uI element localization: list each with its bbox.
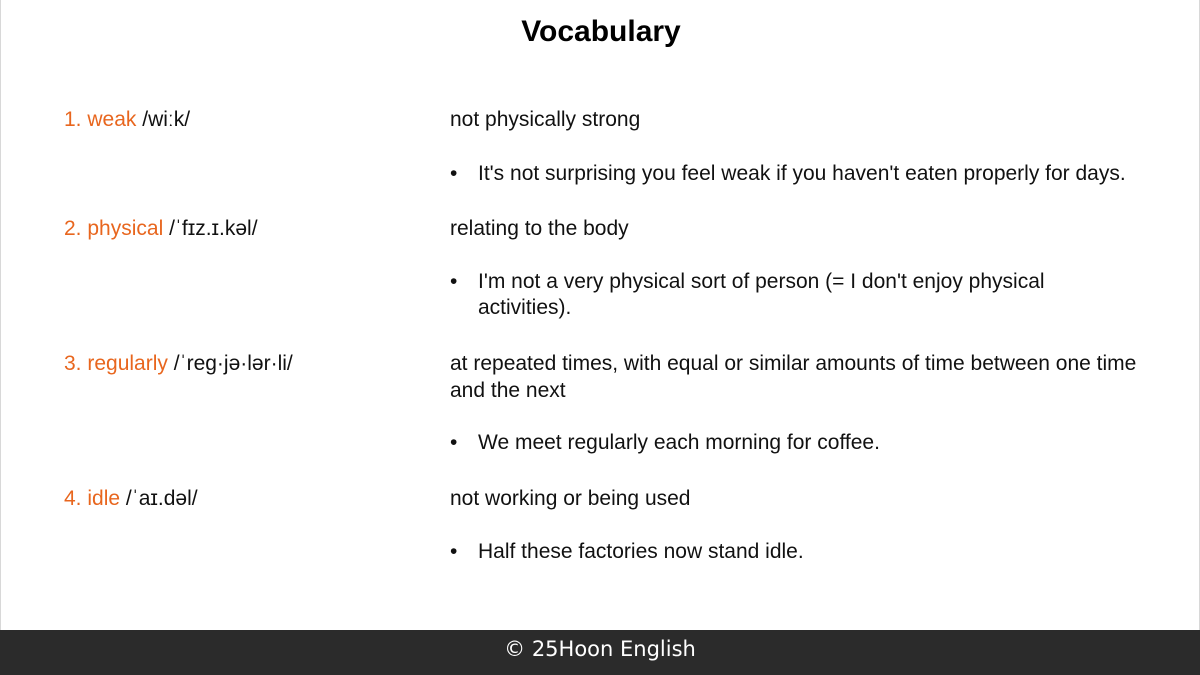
page-title: Vocabulary (521, 15, 681, 48)
example-text: I'm not a very physical sort of person (= I don't enjoy physical activities). (478, 270, 1045, 319)
vocab-word-4 (64, 485, 198, 512)
word-term: physical (87, 217, 164, 240)
footer-copyright: © 25Hoon English (0, 630, 1200, 675)
word-definition-1: not physically strong (450, 108, 641, 131)
bullet-icon: • (450, 540, 458, 563)
vocab-word-3 (64, 350, 293, 377)
word-term: idle (87, 487, 121, 510)
bullet-icon: • (450, 162, 458, 185)
word-example-3 (450, 430, 1190, 456)
vocab-word-2 (64, 215, 258, 242)
word-definition-2: relating to the body (450, 217, 629, 240)
word-term: regularly (87, 352, 168, 375)
example-text: Half these factories now stand idle. (478, 540, 804, 563)
word-definition-4: not working or being used (450, 487, 691, 510)
word-example-1 (450, 161, 1190, 187)
example-text: It's not surprising you feel weak if you haven't eaten properly for days. (478, 162, 1126, 185)
word-pronunciation: /ˈfɪz.ɪ.kəl/ (169, 217, 258, 240)
word-example-2 (450, 269, 1110, 321)
word-pronunciation: /ˈaɪ.dəl/ (125, 487, 198, 510)
example-text: We meet regularly each morning for coffee. (478, 431, 880, 454)
word-example-4 (450, 539, 1190, 565)
word-number: 1. (64, 108, 82, 131)
word-number: 2. (64, 217, 82, 240)
word-term: weak (87, 108, 137, 131)
vocab-word-1 (64, 106, 190, 133)
word-definition-3: at repeated times, with equal or similar amounts of time between one time and the next (450, 352, 1137, 402)
word-pronunciation: /wiːk/ (142, 108, 191, 131)
word-number: 3. (64, 352, 82, 375)
bullet-icon: • (450, 270, 458, 293)
word-pronunciation: /ˈreg·jə·lər·li/ (173, 352, 293, 375)
word-number: 4. (64, 487, 82, 510)
bullet-icon: • (450, 431, 458, 454)
